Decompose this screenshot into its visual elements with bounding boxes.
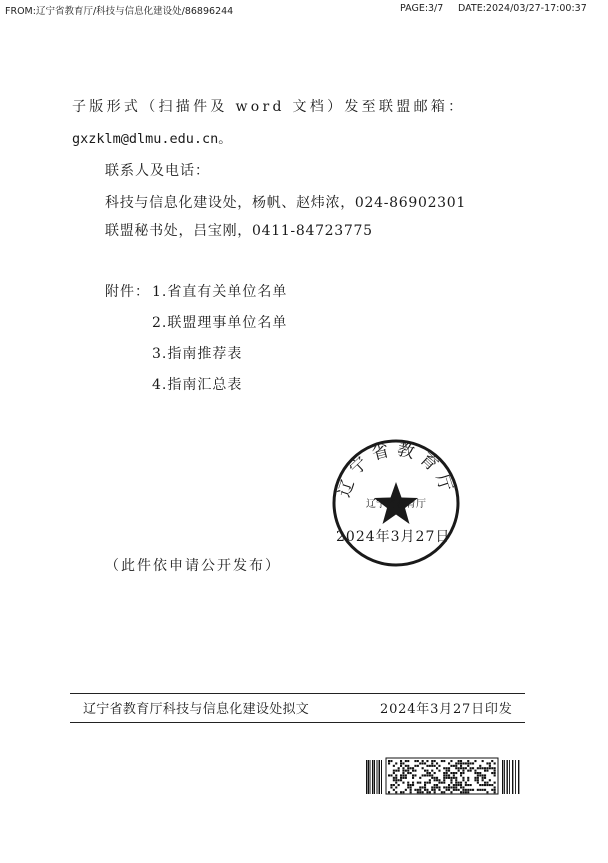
attachment-item: 3.指南推荐表 [152, 346, 243, 362]
public-release-note: （此件依申请公开发布） [105, 558, 281, 574]
attachment-item: 2.联盟理事单位名单 [152, 315, 288, 331]
seal-arc-text: 辽宁省教育厅 [334, 439, 458, 500]
attachments-label: 附件： [105, 284, 150, 300]
barcode-icon [366, 757, 524, 797]
footer-issuer: 辽宁省教育厅科技与信息化建设处拟文 [83, 702, 310, 717]
body-line-1: 子版形式（扫描件及 word 文档）发至联盟邮箱： [72, 99, 466, 115]
contact-line-1: 科技与信息化建设处，杨帆、赵炜浓，024-86902301 [105, 195, 467, 211]
contacts-heading: 联系人及电话： [105, 163, 210, 179]
fax-header [5, 3, 603, 17]
email-address: gxzklm@dlmu.edu.cn。 [72, 131, 232, 147]
fax-from: FROM:辽宁省教育厅/科技与信息化建设处/86896244 [5, 6, 234, 17]
official-seal [330, 437, 462, 569]
footer-rule-top [70, 693, 525, 694]
fax-date: DATE:2024/03/27-17:00:37 [458, 3, 587, 14]
contact-line-2: 联盟秘书处，吕宝刚，0411-84723775 [105, 223, 373, 239]
attachment-item: 4.指南汇总表 [152, 377, 243, 393]
footer-rule-bottom [70, 722, 525, 723]
document-date: 2024年3月27日 [336, 529, 451, 545]
attachment-item: 1.省直有关单位名单 [152, 284, 288, 300]
footer-print-date: 2024年3月27日印发 [380, 702, 513, 717]
seal-inner-text: 辽宁省教育厅 [366, 499, 426, 510]
fax-page: PAGE:3/7 [400, 3, 444, 14]
